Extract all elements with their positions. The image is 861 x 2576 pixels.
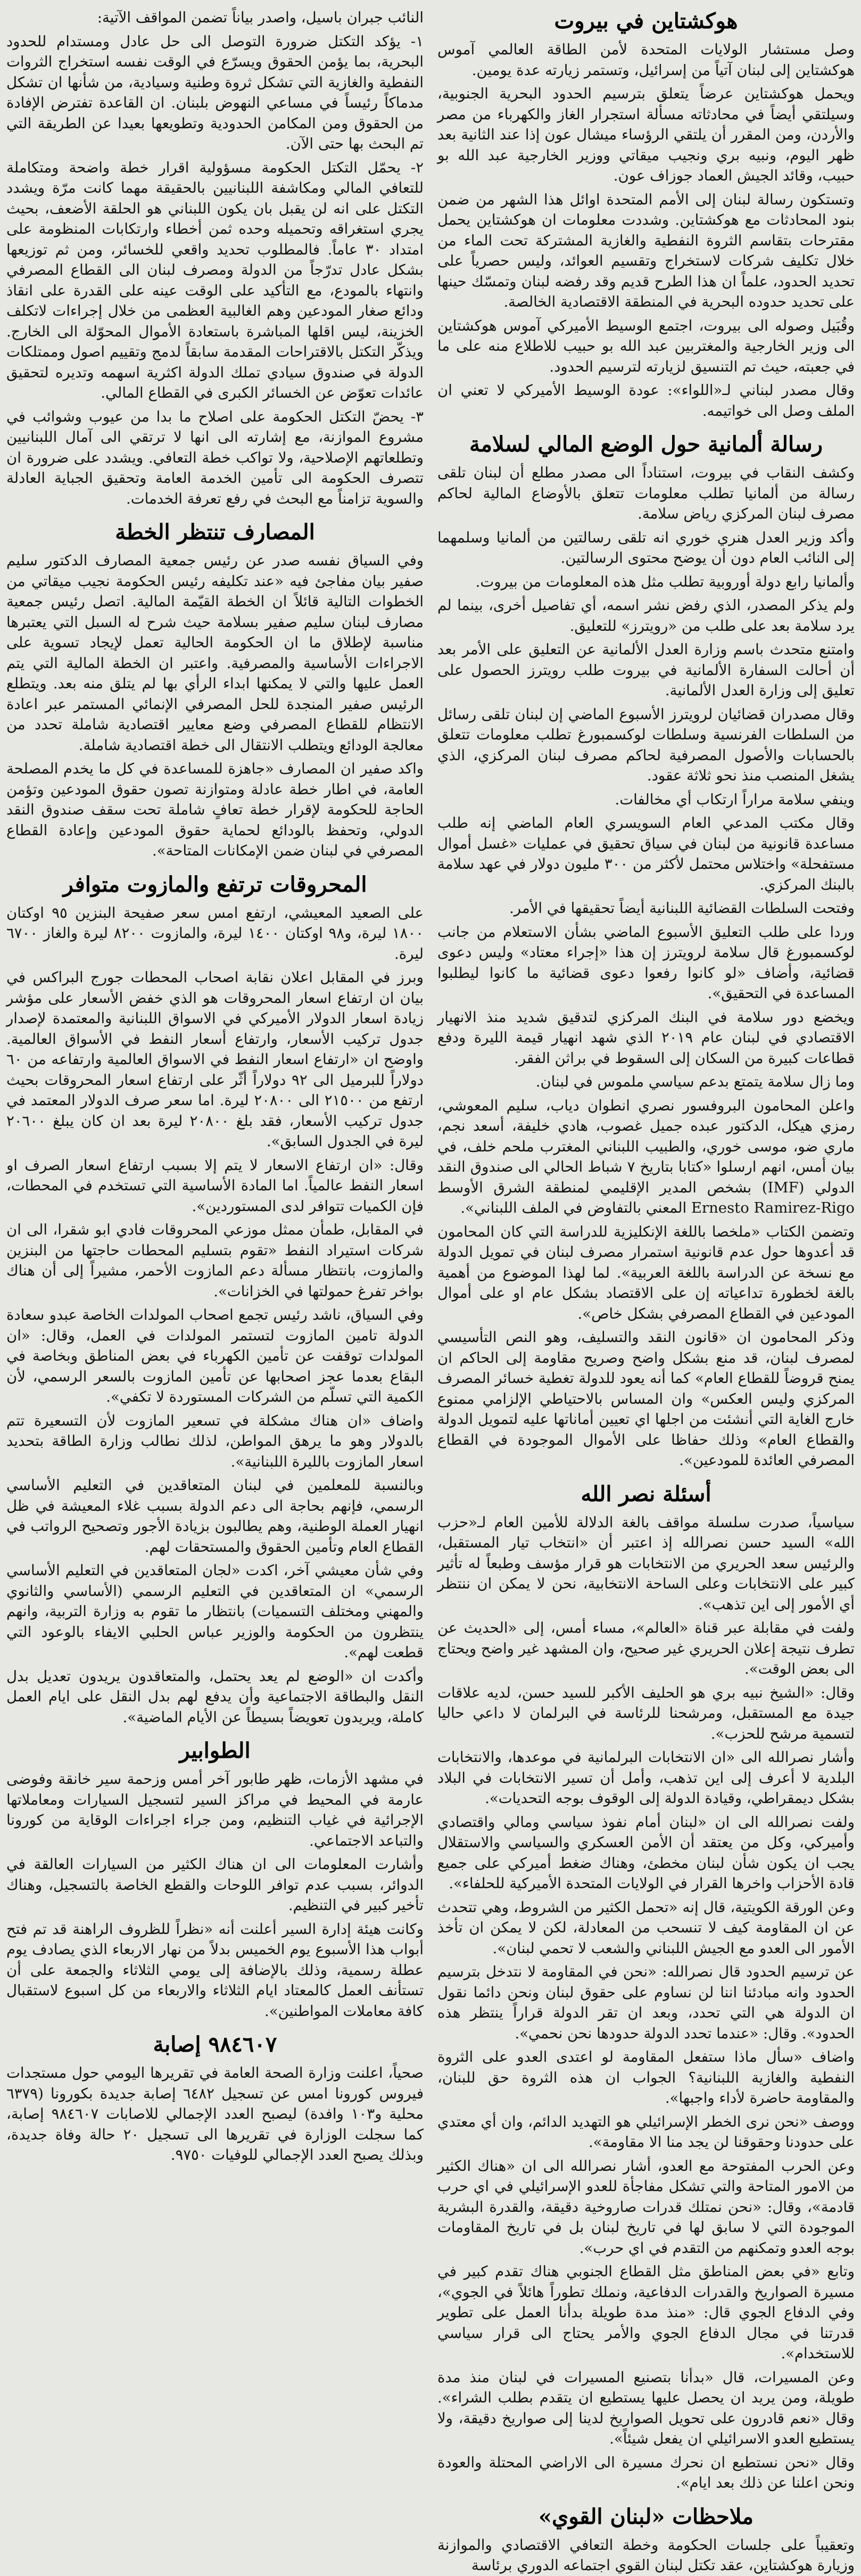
- article-paragraph: وفي شأن معيشي آخر، اكدت «لجان المتعاقدين في التعليم الأساسي الرسمي» ان المتعاقدين في التعليم الرسمي (الأساسي والثانوي والمهني ومختلف التسميات) بانتظار ما تقوم به وزارة التربية، وانهم ينتظرون من الحكومة والوزير عباس الحلبي الايفاء بالوعود التي قطعت لهم».: [6, 1562, 424, 1661]
- article-paragraph: ولفت نصرالله الى ان «لبنان أمام نفوذ سياسي ومالي واقتصادي وأميركي، وكل من يعتقد أن الأمن العسكري والسياسي والاستقلال يجب ان يكون شأن لبنان مخطئ، وهناك ضغط أميركي على جميع قادة الأحزاب واخرها القرار في الولايات المتحدة الأميركية للحلفاء».: [437, 1813, 855, 1892]
- article-paragraph: وتضمن الكتاب «ملخصا باللغة الإنكليزية للدراسة التي كان المحامون قد أعدوها حول عدم قانونية استمرار مصرف لبنان في تمويل الدولة مع نسخة عن الدراسة باللغة العربية». لما لهذا الموضوع من أهمية بالغة لخطورة تداعياته إن على الاقتصاد بشكل عام او على أموال المودعين في القطاع المصرفي بشكل خاص».: [437, 1223, 855, 1322]
- article-paragraph: ويحمل هوكشتاين عرضاً يتعلق بترسيم الحدود البحرية الجنوبية، وسيلتقي أيضاً في محادثاته مسألة استجرار الغاز والكهرباء من مصر والأردن، ومن المقرر أن يلتقي الرؤساء ميشال عون إذا عند الثانية بعد ظهر اليوم، ونبيه بري ونجيب ميقاتي ووزير الخارجية عبد الله بو حبيب، وقائد الجيش العماد جوزاف عون.: [437, 85, 855, 184]
- article-paragraph: وقال «نحن نستطيع ان نحرك مسيرة الى الاراضي المحتلة والعودة ونحن اعلنا عن ذلك بعد ايام».: [437, 2454, 855, 2491]
- article-paragraph: واضاف «سأل ماذا ستفعل المقاومة لو اعتدى العدو على الثروة النفطية والغازية اللبنانية؟ الجواب ان هذه الثروة حق للبنان، والمقاومة حاضرة لأداء واجبها».: [437, 2048, 855, 2106]
- article-paragraph: ٢- يحمّل التكتل الحكومة مسؤولية اقرار خطة واضحة ومتكاملة للتعافي المالي ومكاشفة اللبنانيين بالحقيقة مهما كانت مرّة ويشدد التكتل على انه لن يقبل بان يكون اللبناني هو الحلقة الأضعف، بحيث يجري استغراقه وتحميله وحده ثمن أخطاء وارتكابات المنظومة على امتداد ٣٠ عاماً. فالمطلوب تحديد واقعي للخسائر، ومن ثم توزيعها بشكل عادل تدرّجاً من الدولة ومصرف لبنان الى القطاع المصرفي وانتهاء بالمودع، مع التأكيد على الوقت عينه على القدرة على انقاذ ودائع صغار المودعين وهم الغالبية العظمى من خلال إجراءات لاتكلف الخزينة، ليس اقلها المباشرة باستعادة الأموال المحوّلة الى الخارج. ويذكّر التكتل بالاقتراحات المقدمة سابقاً لدمج وتقييم اصول وممتلكات الدولة في صندوق سيادي تملك الدولة اكثرية اسهمه وتديره لتحقيق عائدات تعوّض عن الخسائر الكبرى في القطاع المالي.: [6, 159, 424, 401]
- section-headline: أسئلة نصر الله: [581, 1481, 711, 1507]
- article-paragraph: واكد صفير ان المصارف «جاهزة للمساعدة في كل ما يخدم المصلحة العامة، في اطار خطة عادلة ومتوازنة تصون حقوق المودعين وتؤمن الحاجة للحكومة لإقرار خطة تعافٍ شاملة تحت سقف صندوق النقد الدولي، وتحفظ بالودائع لحماية حقوق المودعين وإعادة القطاع المصرفي في لبنان ضمن الإمكانات المتاحة».: [6, 760, 424, 859]
- article-paragraph: وعن الحرب المفتوحة مع العدو، أشار نصرالله الى ان «هناك الكثير من الامور المتاحة والتي تشكل مفاجأة للعدو الإسرائيلي في اي حرب قادمة»، وقال: «نحن نمتلك قدرات صاروخية دقيقة، والقدرة البشرية الموجودة التي لا سابق لها في تاريخ لبنان بل في تاريخ المقاومات بوجه العدو وتمكنهم من التقدم في اي حرب».: [437, 2157, 855, 2257]
- article-paragraph: وأكدت ان «الوضع لم يعد يحتمل، والمتعاقدون يريدون تعديل بدل النقل والبطاقة الاجتماعية وأن يدفع لهم بدل النقل على ايام العمل كاملة، ويريدون تعويضاً بسيطاً عن الأيام الماضية».: [6, 1667, 424, 1726]
- article-paragraph: وصل مستشار الولايات المتحدة لأمن الطاقة العالمي آموس هوكشتاين إلى لبنان آتياً من إسرائيل، وتستمر زيارته عدة يومين.: [437, 41, 855, 79]
- article-paragraph: وأكد وزير العدل هنري خوري انه تلقى رسالتين من ألمانيا وسلمهما إلى النائب العام دون أن يوضح محتوى الرسالتين.: [437, 529, 855, 566]
- section-headline: المحروقات ترتفع والمازوت متوافر: [63, 871, 367, 897]
- article-paragraph: وقال مكتب المدعي العام السويسري العام الماضي إنه طلب مساعدة قانونية من لبنان في سياق تحقيق في عمليات «غسل أموال مستفحلة» واختلاس محتمل لأكثر من ٣٠٠ مليون دولار في عهد سلامة بالبنك المركزي.: [437, 814, 855, 893]
- article-paragraph: وامتنع متحدث باسم وزارة العدل الألمانية عن التعليق على الأمر بعد أن أحالت السفارة الألمانية في بيروت طلب رويترز الحصول على تعليق إلى وزارة العدل الألمانية.: [437, 641, 855, 699]
- article-paragraph: وبالنسبة للمعلمين في لبنان المتعاقدين في التعليم الأساسي الرسمي، فإنهم بحاجة الى دعم الدولة بسبب غلاء المعيشة في ظل انهيار العملة الوطنية، وهم يطالبون بزيادة الأجور وتصحيح الرواتب في القطاع العام وتأمين الحقوق والمستحقات لهم.: [6, 1477, 424, 1556]
- article-paragraph: وقال مصدر لبناني لـ«اللواء»: عودة الوسيط الأميركي لا تعني ان الملف وصل الى خواتيمه.: [437, 382, 855, 419]
- article-paragraph: ويخضع دور سلامة في البنك المركزي لتدقيق شديد منذ الانهيار الاقتصادي في لبنان عام ٢٠١٩ الذي شهد انهيار قيمة الليرة ودفع قطاعات كبيرة من السكان إلى السقوط في براثن الفقر.: [437, 1008, 855, 1067]
- article-paragraph: ١- يؤكد التكتل ضرورة التوصل الى حل عادل ومستدام للحدود البحرية، بما يؤمن الحقوق ويسرّع في الوقت نفسه استخراج الثروات النفطية والغازية التي تشكل ثروة وطنية وسيادية، من شأنها ان تشكل مدماكاً رئيساً في مساعي النهوض بلبنان. ان القاعدة تفترض الإفادة من الحقوق ومن المكامن الحدودية وتطويعها بعيدا عن الطريقة التي تم البحث بها حتى الآن.: [6, 32, 424, 152]
- article-paragraph: واعلن المحامون البروفسور نصري انطوان دياب، سليم المعوشي، رمزي هيكل، الدكتور عبده جميل غصوب، هادي خليفة، أسعد نجم، ماري ضو، موسى خوري، والطبيب اللبناني المغترب ملحم خلف، في بيان أمس، انهم ارسلوا «كتابا بتاريخ ٧ شباط الحالي الى صندوق النقد الدولي (IMF) بشخص المدير الإقليمي لمنطقة الشرق الأوسط Ernesto Ramirez-Rigo المعني بالتفاوض في الملف اللبناني».: [437, 1097, 855, 1216]
- article-paragraph: النائب جبران باسيل، واصدر بياناً تضمن المواقف الآتية:: [97, 9, 424, 26]
- article-paragraph: وقال: «الشيخ نبيه بري هو الحليف الأكبر للسيد حسن، لديه علاقات جيدة مع المستقبل، ومرشحنا للرئاسة في البرلمان لا داعي حاليا لتسمية مرشح للحزب».: [437, 1684, 855, 1742]
- section-headline: ٩٨٤٦٠٧ إصابة: [153, 2032, 277, 2057]
- right-column: [437, 7, 855, 2574]
- section-headline: ملاحظات «لبنان القوي»: [539, 2504, 754, 2529]
- article-paragraph: على الصعيد المعيشي، ارتفع امس سعر صفيحة البنزين ٩٥ اوكتان ١٨٠٠ ليرة، و٩٨ اوكتان ١٤٠٠ ليرة، والمازوت ٨٢٠٠ ليرة والغاز ٦٧٠٠ ليرة.: [6, 904, 424, 962]
- section-headline: المصارف تنتظر الخطة: [115, 520, 315, 545]
- article-paragraph: واضاف «ان هناك مشكلة في تسعير المازوت لأن التسعيرة تتم بالدولار وهو ما يرهق المواطن، لذلك نطالب وزارة الطاقة بتحديد اسعار المازوت بالليرة اللبنانية».: [6, 1412, 424, 1470]
- section-headline: هوكشتاين في بيروت: [554, 9, 738, 34]
- article-paragraph: سياسياً، صدرت سلسلة مواقف بالغة الدلالة للأمين العام لـ«حزب الله» السيد حسن نصرالله إذ اعتبر أن «انتخاب تيار المستقبل، والرئيس سعد الحريري من الانتخابات هو قرار مؤسف وطبعاً له تأثير كبير على الانتخابات وعلى الساحة الانتخابية، نحن لا يمكن ان ننتظر أي الأمور إلى اين تذهب».: [437, 1513, 855, 1613]
- article-paragraph: وأشارت المعلومات الى ان هناك الكثير من السيارات العالقة في الدوائر، بسبب عدم توافر اللوحات والقطع الخاصة بالتسجيل، وهناك تأخير كبير في التنظيم.: [6, 1856, 424, 1914]
- article-paragraph: في المقابل، طمأن ممثل موزعي المحروقات فادي ابو شقرا، الى ان شركات استيراد النفط «تقوم بتسليم المحطات حاجتها من البنزين والمازوت، بانتظار مسألة دعم المازوت الأحمر، مشيراً إلى أن هناك بواخر تفرغ حمولتها في الخزانات».: [6, 1221, 424, 1300]
- article-paragraph: وعن الورقة الكويتية، قال إنه «تحمل الكثير من الشروط، وهي تتحدث عن ان المقاومة كيف لا تنسحب من المعادلة، لكن لا يمكن ان تأخذ الأمور الى العدو مع الجيش اللبناني والشعب لا تحمي لبنان».: [437, 1898, 855, 1957]
- article-paragraph: وأشار نصرالله الى «ان الانتخابات البرلمانية في موعدها، والانتخابات البلدية لا أعرف إلى اين تذهب، وأمل أن تسير الانتخابات في البلاد بشكل ديمقراطي، وقيادة الدولة إلى الوقوف بوجه التحديات».: [437, 1749, 855, 1807]
- section-headline: رسالة ألمانية حول الوضع المالي لسلامة: [469, 432, 823, 457]
- article-paragraph: وتابع «في بعض المناطق مثل القطاع الجنوبي هناك تقدم كبير في مسيرة الصواريخ والقدرات الدفاعية، ونملك تطوراً هائلاً في الجوي»، وفي الدفاع الجوي قال: «منذ مدة طويلة بدأنا العمل على تطوير قدرتنا في مجال الدفاع الجوي والأمر يحتاج الى قرار سياسي للاستخدام».: [437, 2263, 855, 2362]
- article-paragraph: وقُبَيل وصوله الى بيروت، اجتمع الوسيط الأميركي آموس هوكشتاين الى وزير الخارجية والمغتربين عبد الله بو حبيب للاطلاع منه على ما في جعبته، حيث تم التنسيق لزيارته لترسيم الحدود.: [437, 317, 855, 375]
- article-paragraph: عن ترسيم الحدود قال نصرالله: «نحن في المقاومة لا نتدخل بترسيم الحدود وانه مبادئنا اننا لن نساوم على حقوق لبنان ونحن دائما نقول ان الدولة هي التي تحدد، وبعد ان تقر الدولة قراراً ينتظر هذه الحدود». وقال: «عندما تحدد الدولة حدودها نحن نحمي».: [437, 1963, 855, 2042]
- article-paragraph: وبرز في المقابل اعلان نقابة اصحاب المحطات جورج البراكس في بيان ان ارتفاع اسعار المحروقات هو الذي خفض الأسعار على مؤشر زيادة اسعار الدولار الأميركي في الاسواق اللبنانية والمعتمدة لإصدار جدول تركيب الأسعار، وارتفاع أسعار النفط في الأسواق العالمية. واوضح ان «ارتفاع اسعار النفط في الاسواق العالمية وارتفاعه من ٦٠ دولاراً للبرميل الى ٩٢ دولاراً أثّر على ارتفاع اسعار المحروقات بحيث ارتفع من ٢١٥٠٠ الى ٢٠٨٠٠ ليرة. اما سعر صرف الدولار المعتمد في جدول تركيب الأسعار، فقد بلغ ٢٠٨٠٠ ليرة بعد ان كان يبلغ ٢٠٦٠٠ ليرة في الجدول السابق».: [6, 969, 424, 1150]
- article-paragraph: وتعقيباً على جلسات الحكومة وخطة التعافي الاقتصادي والموازنة وزيارة هوكشتاين، عقد تكتل لبنان القوي اجتماعه الدوري برئاسة: [437, 2536, 855, 2574]
- article-paragraph: وكشف النقاب في بيروت، استناداً الى مصدر مطلع أن لبنان تلقى رسالة من ألمانيا تطلب معلومات تتعلق بالأوضاع المالية لحاكم مصرف لبنان المركزي رياض سلامة.: [437, 464, 855, 522]
- left-column: [6, 7, 424, 2472]
- article-paragraph: وردا على طلب التعليق الأسبوع الماضي بشأن الاستعلام من جانب لوكسمبورغ قال سلامة لرويترز إن هذا «إجراء معتاد» وليس دعوى قضائية، وأضاف «لو كانوا رفعوا دعوى قضائية ما كانوا ليطلبوا المساعدة في التحقيق».: [437, 923, 855, 1002]
- section-headline: الطوابير: [179, 1738, 251, 1763]
- article-paragraph: وينفي سلامة مراراً ارتكاب أي مخالفات.: [615, 791, 855, 808]
- article-paragraph: ولفت في مقابلة عبر قناة «العالم»، مساء أمس، إلى «الحديث عن تطرف نتيجة إعلان الحريري غير صحيح، وان المشهد غير واضح ويحتاج الى بعض الوقت».: [437, 1619, 855, 1677]
- article-paragraph: وفي السياق نفسه صدر عن رئيس جمعية المصارف الدكتور سليم صفير بيان مفاجئ فيه «عند تكليفه رئيس الحكومة نجيب ميقاتي من الخطوات التالية قائلاً ان الخطة القيّمة المالية. اتصل رئيس جمعية مصارف لبنان سليم صفير بسلامة حيث شرح له السبل التي يعتبرها مناسبة لإطلاق ما ان الحكومة الحالية تعمل لإيجاد تسوية على الاجراءات الأساسية والمصرفية. واعتبر ان الخطة المالية التي يتم العمل عليها والتي لا يمكنها ابداء الرأي بها لم يتلق منه بعد. ويتطلع الرئيس صفير المنجدة للحل المصرفي الإنمائي المستمر عبر اعادة الانتظام للقطاع المصرفي وضع معايير اقتصادية شاملة تحدد من معالجة الودائع ويتطلب الانتقال الى خطة اقتصادية شاملة.: [6, 552, 424, 754]
- article-paragraph: صحياً، اعلنت وزارة الصحة العامة في تقريرها اليومي حول مستجدات فيروس كورونا امس عن تسجيل ٦٤٨٢ إصابة جديدة بكورونا (٦٣٧٩ محلية و١٠٣ وافدة) ليصبح العدد الإجمالي للاصابات ٩٨٤٦٠٧ إصابة، كما سجلت الوزارة في تقريرها الى تسجيل ٢٠ حالة وفاة جديدة، وبذلك يصبح العدد الإجمالي للوفيات ٩٧٥٠.: [6, 2064, 424, 2163]
- article-paragraph: وفتحت السلطات القضائية اللبنانية أيضاً تحقيقها في الأمر.: [509, 900, 855, 917]
- article-paragraph: ولم يذكر المصدر، الذي رفض نشر اسمه، أي تفاصيل أخرى، بينما لم يرد سلامة بعد على طلب من «رويترز» للتعليق.: [437, 597, 855, 635]
- article-paragraph: وذكر المحامون ان «قانون النقد والتسليف، وهو النص التأسيسي لمصرف لبنان، قد منع بشكل واضح وصريح مقاومة إلى الحاكم ان يمنح قروضاً للقطاع العام» كما أنه يعود للدولة تغطية خسائر المصرف المركزي وليس العكس» وان المساس بالاحتياطي الإلزامي ممنوع خارج الغاية التي أنشئت من اجلها اي تعيين أماناتها عليه لتمويل الدولة والقطاع العام» وذلك حفاظا على الأموال الموجودة في القطاع المصرفي العائدة للمودعين».: [437, 1329, 855, 1469]
- article-paragraph: وقال: «ان ارتفاع الاسعار لا يتم إلا بسبب ارتفاع اسعار الصرف او اسعار النفط عالمياً. اما المادة الأساسية التي تستخدم في المحطات، فإن الكميات تتوافر لدى المستوردين».: [6, 1156, 424, 1215]
- article-paragraph: ووصف «نحن نرى الخطر الإسرائيلي هو التهديد الدائم، وان أي معتدي على حدودنا وحقوقنا لن يجد منا الا مقاومة».: [437, 2113, 855, 2151]
- article-paragraph: وقال مصدران قضائيان لرويترز الأسبوع الماضي إن لبنان تلقى رسائل من السلطات الفرنسية وسلطات لوكسمبورغ تطلب معلومات تتعلق بالحسابات والأصول المصرفية لحاكم مصرف لبنان المركزي، الذي يشغل المنصب منذ نحو ثلاثة عقود.: [437, 705, 855, 784]
- article-paragraph: وتستكون رسالة لبنان إلى الأمم المتحدة اوائل هذا الشهر من ضمن بنود المحادثات مع هوكشتاين. وشددت معلومات ان هوكشتاين يحمل مقترحات بتقاسم الثروة النفطية والغازية المشتركة تحت الماء من خلال تكليف شركات لاستخراج وتقسيم العوائد، وليس حصرياً على تحديد الحدود، علماً ان هذا الطرح قديم وقد رفضه لبنان وتمسّك حينها على تحديد حدوده البحرية في المنطقة الاقتصادية الخالصة.: [437, 191, 855, 310]
- article-paragraph: ٣- يحضّ التكتل الحكومة على اصلاح ما بدا من عيوب وشوائب في مشروع الموازنة، مع إشارته الى انها لا ترتقي الى آمال اللبنانيين وتطلعاتهم الإصلاحية، ولا تواكب خطة التعافي. ويشدد على ضرورة ان تتصرف الحكومة الى تأمين الخدمة العامة وتحقيق الجباية العادلة والسوية تزامناً مع البحث في رفع تعرفة الخدمات.: [6, 408, 424, 507]
- article-paragraph: وعن المسيرات، قال «بدأنا بتصنيع المسيرات في لبنان منذ مدة طويلة، ومن يريد ان يحصل عليها يستطيع ان يتقدم بطلب الشراء». وقال «نعم قادرون على تحويل الصواريخ لدينا إلى صواريخ دقيقة، ولا يستطيع العدو الاسرائيلي ان يفعل شيئاً».: [437, 2368, 855, 2447]
- article-paragraph: وكانت هيئة إدارة السير أعلنت أنه «نظراً للظروف الراهنة قد تم فتح أبواب هذا الأسبوع يوم الخميس بدلاً من نهار الاربعاء الذي يصادف يوم عطلة رسمية، وذلك بالإضافة إلى يومي الثلاثاء والجمعة على أن تستأنف العمل كالمعتاد ايام الثلاثاء والاربعاء من كل اسبوع لاستقبال كافة معاملات المواطنين».: [6, 1920, 424, 2020]
- article-paragraph: وما زال سلامة يتمتع بدعم سياسي ملموس في لبنان.: [535, 1073, 855, 1090]
- article-paragraph: وألمانيا رابع دولة أوروبية تطلب مثل هذه المعلومات من بيروت.: [475, 573, 855, 590]
- article-paragraph: في مشهد الأزمات، ظهر طابور آخر أمس وزحمة سير خانقة وفوضى عارمة في المحيط في مراكز السير لتسجيل السيارات ومعاملاتها الإجرائية في غياب التنظيم، ومن جراء اجراءات الوقاية من كورونا والتباعد الاجتماعي.: [6, 1771, 424, 1849]
- article-paragraph: وفي السياق، ناشد رئيس تجمع اصحاب المولدات الخاصة عبدو سعادة الدولة تامين المازوت لتستمر المولدات في العمل، وقال: «ان المولدات توقفت عن تأمين الكهرباء في بعض المناطق وبخاصة في البقاع بعدما عجز اصحابها عن تأمين المازوت بالسعر الرسمي، لأن الكمية التي تسلّم من الشركات المستوردة لا تكفي».: [6, 1306, 424, 1405]
